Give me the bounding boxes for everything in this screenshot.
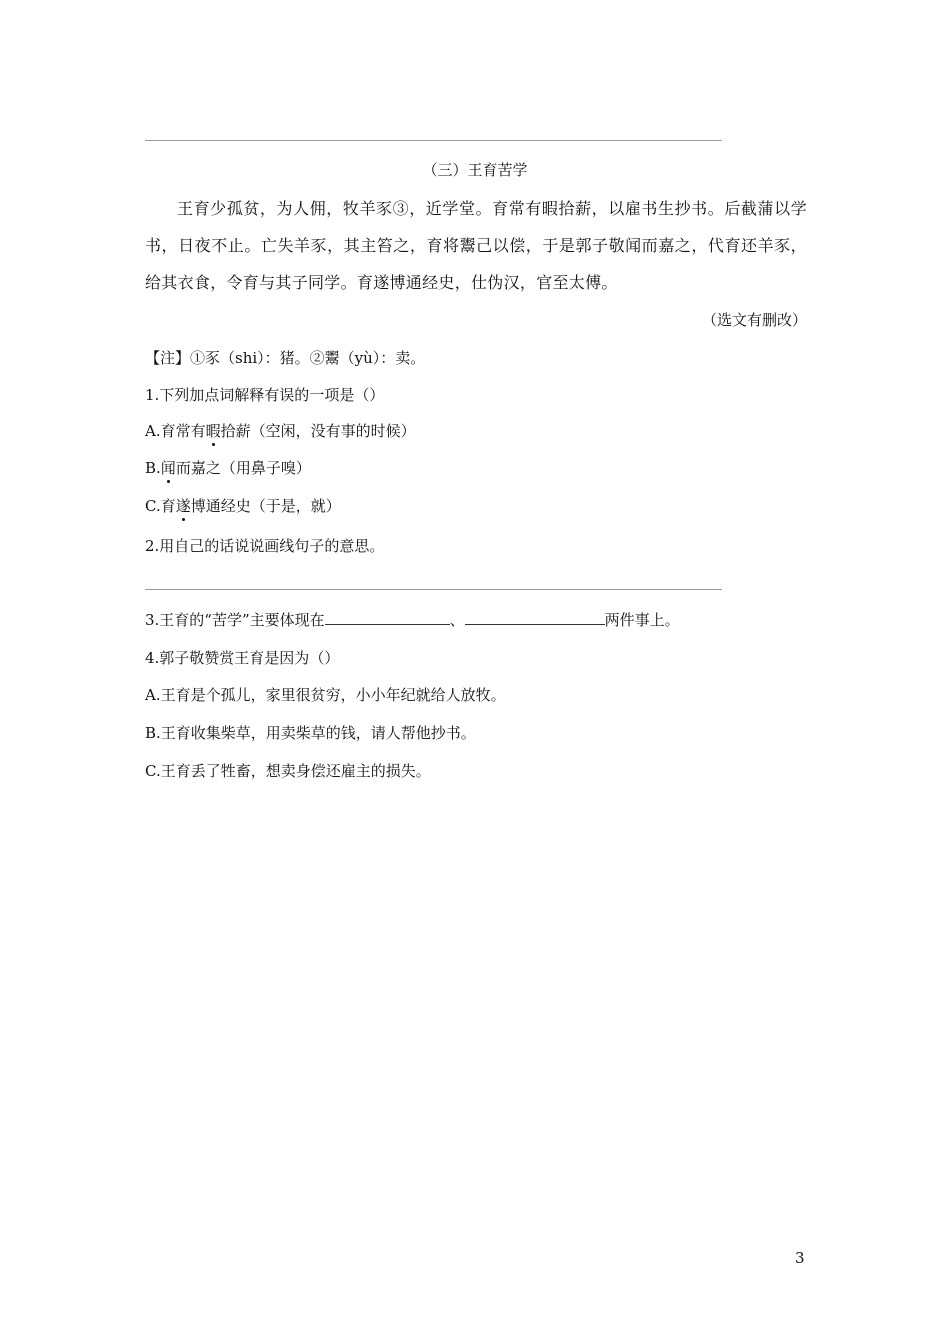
option-a-text-pre: A.育常有	[145, 422, 206, 440]
question-1-stem: 1.下列加点词解释有误的一项是（）	[145, 386, 385, 404]
question-1-option-b[interactable]	[145, 458, 311, 478]
question-3	[145, 610, 680, 630]
option-c-text-pre: C.育	[145, 497, 176, 515]
question-4-option-c[interactable]: C.王育丢了牲畜，想卖身偿还雇主的损失。	[145, 762, 431, 780]
question-1-option-a[interactable]	[145, 421, 416, 441]
question-3-blank-1[interactable]	[325, 610, 450, 625]
section-title: （三）王育苦学	[422, 161, 528, 179]
option-b-text-pre: B.	[145, 459, 161, 477]
question-2-answer-line[interactable]	[145, 589, 722, 590]
question-3-blank-2[interactable]	[465, 610, 605, 625]
question-3-text-pre: 3.王育的“苦学”主要体现在	[145, 611, 325, 629]
question-1-option-c[interactable]	[145, 496, 341, 516]
question-3-text-post: 两件事上。	[604, 611, 680, 629]
option-b-dotted-word: 闻	[160, 459, 176, 477]
question-4-option-b[interactable]: B.王育收集柴草，用卖柴草的钱，请人帮他抄书。	[145, 724, 476, 742]
question-4-stem: 4.郭子敬赞赏王育是因为（）	[145, 649, 340, 667]
annotation-note: 【注】①豕（shi）：猪。②鬻（yù）：卖。	[145, 349, 426, 367]
question-2-stem: 2.用自己的话说说画线句子的意思。	[145, 537, 385, 555]
option-c-text-post: 博通经史（于是，就）	[190, 497, 341, 515]
option-b-text-post: 而嘉之（用鼻子嗅）	[175, 459, 311, 477]
answer-line-top	[145, 140, 722, 141]
page-number: 3	[795, 1249, 805, 1267]
source-note: （选文有删改）	[701, 311, 807, 329]
option-c-dotted-word: 遂	[175, 497, 191, 515]
question-4-option-a[interactable]: A.王育是个孤儿，家里很贫穷，小小年纪就给人放牧。	[145, 686, 506, 704]
option-a-dotted-word: 暇	[205, 422, 221, 440]
passage-text: 王育少孤贫，为人佣，牧羊豕③，近学堂。育常有暇拾薪，以雇书生抄书。后截蒲以学书，日夜不止。亡失羊豕，其主笞之，育将鬻己以偿，于是郭子敬闻而嘉之，代育还羊豕，给其衣食，令育与其子同学。育遂博通经史，仕伪汉，官至太傅。	[145, 199, 807, 292]
question-3-separator: 、	[449, 611, 465, 629]
option-a-text-post: 拾薪（空闲，没有事的时候）	[220, 422, 416, 440]
